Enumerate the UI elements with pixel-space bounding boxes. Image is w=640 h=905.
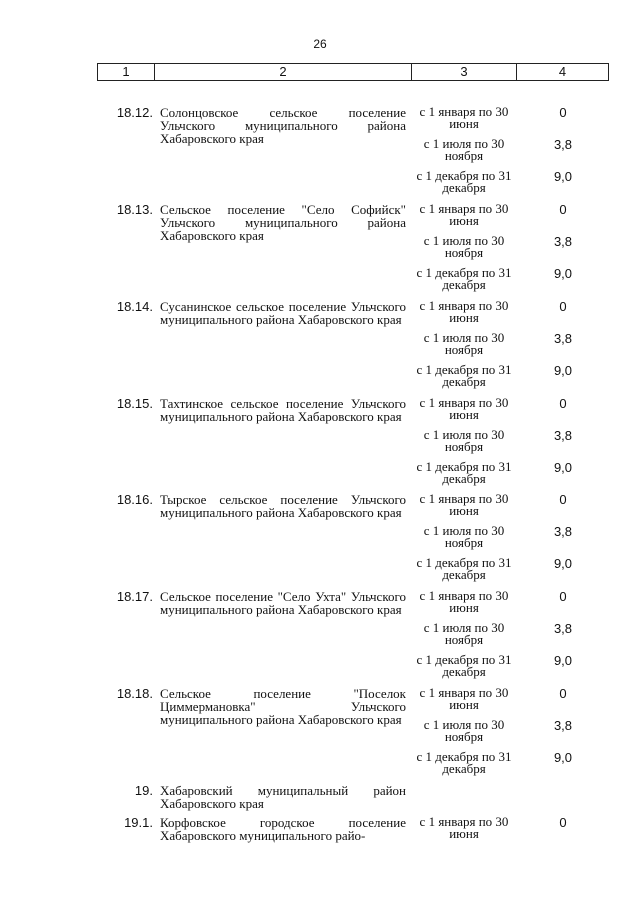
rate-cell: 9,0: [553, 266, 573, 281]
settlement-name: Тырское сельское поселение Ульчского муниципального района Хабаровского края: [160, 492, 406, 520]
settlement-name: Солонцовское сельское поселение Ульчского муниципального района Хабаровского края: [160, 105, 406, 146]
rate-cell: 0: [559, 396, 567, 411]
period-cell: с 1 июля по 30 ноября: [423, 233, 505, 260]
header-col-1: 1: [122, 64, 130, 79]
rate-cell: 0: [559, 492, 567, 507]
period-cell: с 1 января по 30 июня: [419, 104, 509, 131]
period-cell: с 1 июля по 30 ноября: [423, 523, 505, 550]
settlement-name: Сусанинское сельское поселение Ульчского муниципального района Хабаровского края: [160, 299, 406, 327]
rate-cell: 0: [559, 815, 567, 830]
period-cell: с 1 января по 30 июня: [419, 201, 509, 228]
rate-cell: 9,0: [553, 653, 573, 668]
period-cell: с 1 июля по 30 ноября: [423, 330, 505, 357]
row-number: 18.13.: [116, 202, 153, 217]
period-cell: с 1 декабря по 31 декабря: [416, 362, 512, 389]
rate-cell: 0: [559, 105, 567, 120]
period-cell: с 1 января по 30 июня: [419, 395, 509, 422]
row-number: 18.15.: [116, 396, 153, 411]
rate-cell: 3,8: [553, 428, 573, 443]
row-number: 19.1.: [124, 815, 153, 830]
period-cell: с 1 декабря по 31 декабря: [416, 749, 512, 776]
rate-cell: 9,0: [553, 169, 573, 184]
rate-cell: 0: [559, 202, 567, 217]
period-cell: с 1 декабря по 31 декабря: [416, 459, 512, 486]
period-cell: с 1 декабря по 31 декабря: [416, 265, 512, 292]
row-number: 18.18.: [116, 686, 153, 701]
row-number: 18.14.: [116, 299, 153, 314]
rate-cell: 3,8: [553, 621, 573, 636]
rate-cell: 3,8: [553, 718, 573, 733]
rate-cell: 0: [559, 589, 567, 604]
page-number: 26: [313, 37, 327, 51]
period-cell: с 1 января по 30 июня: [419, 588, 509, 615]
period-cell: с 1 января по 30 июня: [419, 685, 509, 712]
settlement-name: Корфовское городское поселение Хабаровского муниципального райо-: [160, 815, 406, 843]
period-cell: с 1 января по 30 июня: [419, 298, 509, 325]
rate-cell: 3,8: [553, 234, 573, 249]
period-cell: с 1 января по 30 июня: [419, 814, 509, 841]
rate-cell: 3,8: [553, 137, 573, 152]
period-cell: с 1 декабря по 31 декабря: [416, 555, 512, 582]
period-cell: с 1 июля по 30 ноября: [423, 620, 505, 647]
rate-cell: 9,0: [553, 460, 573, 475]
header-col-4: 4: [516, 64, 608, 80]
settlement-name: Тахтинское сельское поселение Ульчского муниципального района Хабаровского края: [160, 396, 406, 424]
row-number: 18.16.: [116, 492, 153, 507]
header-col-3: 3: [411, 64, 516, 80]
period-cell: с 1 декабря по 31 декабря: [416, 168, 512, 195]
settlement-name: Сельское поселение "Село Софийск" Ульчского муниципального района Хабаровского края: [160, 202, 406, 243]
row-number: 18.17.: [116, 589, 153, 604]
rate-cell: 9,0: [553, 556, 573, 571]
rate-cell: 0: [559, 686, 567, 701]
row-number: 19.: [134, 783, 153, 798]
period-cell: с 1 июля по 30 ноября: [423, 136, 505, 163]
row-number: 18.12.: [116, 105, 153, 120]
period-cell: с 1 июля по 30 ноября: [423, 427, 505, 454]
rate-cell: 9,0: [553, 363, 573, 378]
settlement-name: Хабаровский муниципальный район Хабаровского края: [160, 783, 406, 811]
period-cell: с 1 июля по 30 ноября: [423, 717, 505, 744]
header-col-2: 2: [154, 64, 411, 80]
settlement-name: Сельское поселение "Поселок Циммермановка" Ульчского муниципального района Хабаровского края: [160, 686, 406, 727]
rate-cell: 0: [559, 299, 567, 314]
rate-cell: 9,0: [553, 750, 573, 765]
rate-cell: 3,8: [553, 524, 573, 539]
settlement-name: Сельское поселение "Село Ухта" Ульчского муниципального района Хабаровского края: [160, 589, 406, 617]
period-cell: с 1 января по 30 июня: [419, 491, 509, 518]
rate-cell: 3,8: [553, 331, 573, 346]
period-cell: с 1 декабря по 31 декабря: [416, 652, 512, 679]
